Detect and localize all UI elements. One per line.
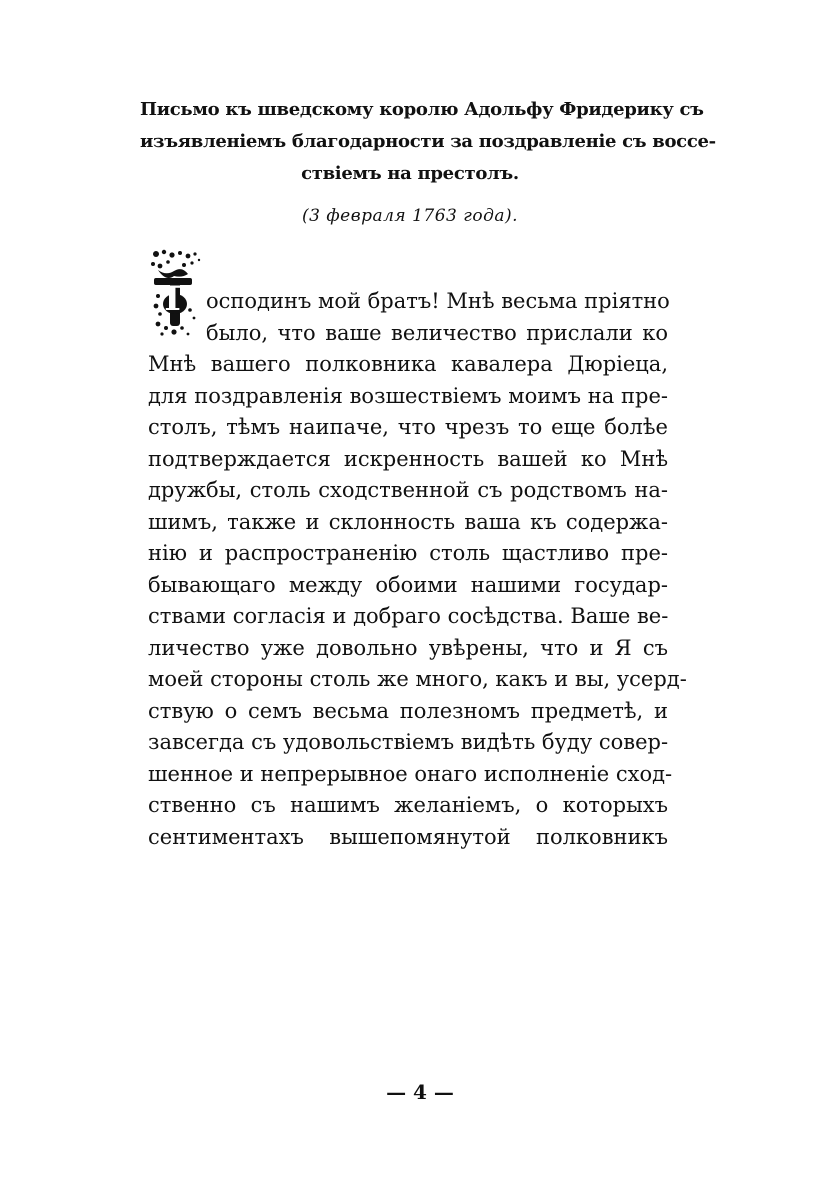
body-line: столъ, тѣмъ наипаче, что чрезъ то еще болѣе <box>148 415 668 439</box>
body-line: для поздравленія возшествіемъ моимъ на пре- <box>148 383 668 408</box>
body-line: моей стороны столь же много, какъ и вы, усерд- <box>148 667 687 691</box>
body-line: сентиментахъ вышепомянутой полковникъ <box>148 824 668 849</box>
body-line: личество уже довольно увѣрены, что и Я съ <box>148 635 668 660</box>
heading-line: изъявленіемъ благодарности за поздравленіе съ воссе- <box>140 131 716 152</box>
body-line: ствами согласія и добраго сосѣдства. Ваше ве- <box>148 604 669 628</box>
letter-date: (3 февраля 1763 года). <box>301 206 519 226</box>
letter-heading <box>140 94 716 190</box>
body-line: шимъ, также и склонность ваша къ содержа- <box>148 509 668 534</box>
body-line: подтверждается искренность вашей ко Мнѣ <box>148 446 668 471</box>
letter-body <box>148 286 687 853</box>
body-line: шенное и непрерывное онаго исполненіе сход- <box>148 761 673 786</box>
body-line: завсегда съ удовольствіемъ видѣть буду совер- <box>148 730 669 754</box>
body-line: ствую о семъ весьма полезномъ предметѣ, и <box>148 698 668 723</box>
initial-letter: Г <box>164 279 188 319</box>
body-line: нію и распространенію столь щастливо пре- <box>148 541 668 565</box>
body-line: Мнѣ вашего полковника кавалера Дюріеца, <box>148 352 668 376</box>
body-line: бывающаго между обоими нашими государ- <box>148 572 668 597</box>
body-line: было, что ваше величество прислали ко <box>206 320 668 345</box>
heading-line: ствіемъ на престолъ. <box>301 163 519 184</box>
heading-line: Письмо къ шведскому королю Адольфу Фридерику съ <box>140 99 704 120</box>
body-line: дружбы, столь сходственной съ родствомъ на- <box>148 478 668 502</box>
body-line: осподинъ мой братъ! Мнѣ весьма пріятно <box>206 289 670 313</box>
body-line: ственно съ нашимъ желаніемъ, о которыхъ <box>148 793 668 817</box>
page-number: — 4 — <box>386 1080 454 1104</box>
